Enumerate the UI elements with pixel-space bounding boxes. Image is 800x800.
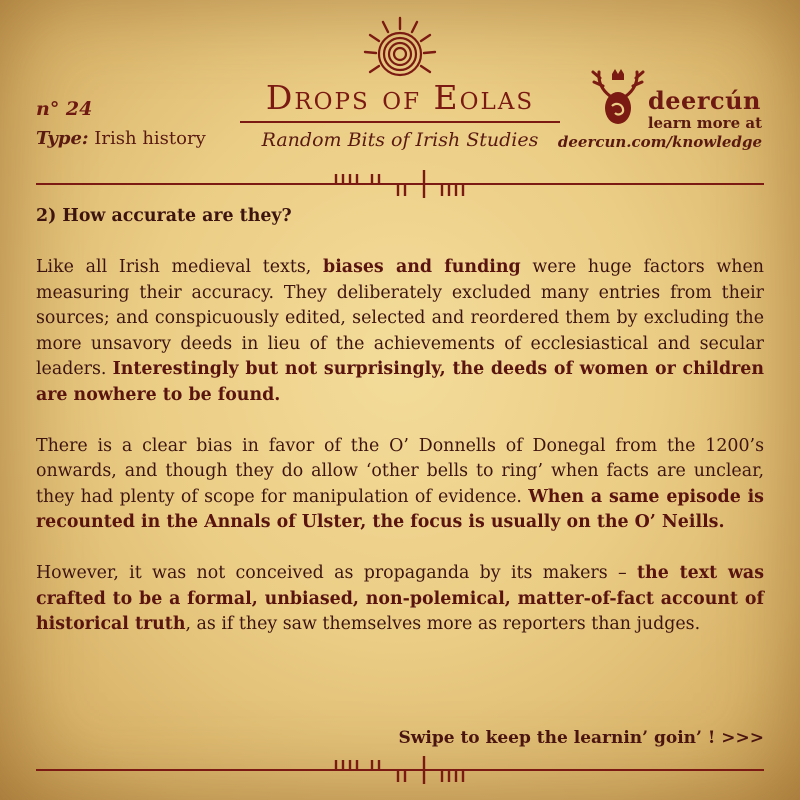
type-line: [36, 128, 206, 149]
page-subtitle: Random Bits of Irish Studies: [261, 129, 539, 151]
p2-bold-b: When a same episode is recounted in the Annals of Ulster, the focus is usually on the O’ Neills.: [36, 486, 764, 532]
p2-text-a: There is a clear bias in favor of the O’ Donnells of Donegal from the 1200’s onwards, and though they do allow ‘other bells to ring’ when facts are unclear, they had plenty of scope for manipulation of evidence.: [36, 435, 764, 507]
swipe-prompt[interactable]: Swipe to keep the learnin’ goin’ ! >>>: [398, 728, 764, 748]
paragraph-1: [36, 255, 764, 408]
paragraph-3: [36, 561, 764, 638]
brand-name: deercún: [648, 86, 761, 115]
section-question: 2) How accurate are they?: [36, 206, 292, 226]
p3-bold-b: the text was crafted to be a formal, unbiased, non-polemical, matter-of-fact account of historical truth: [36, 563, 764, 634]
type-value: Irish history: [94, 128, 206, 149]
type-label: Type:: [36, 128, 89, 149]
issue-number: n° 24: [36, 98, 93, 120]
p3-text-c: , as if they saw themselves more as reporters than judges.: [185, 614, 701, 634]
p1-text-c: were huge factors when measuring their accuracy. They deliberately excluded many entries from their sources; and conspicuously edited, selected and reordered them by excluding the more unsavory deeds in lieu of the achievements of ecclesiastical and secular leaders.: [36, 257, 764, 379]
p1-bold-d: Interestingly but not surprisingly, the deeds of women or children are nowhere to be found.: [36, 359, 764, 405]
page-title: Drops of Eolas: [265, 78, 535, 117]
article-body: [36, 204, 764, 663]
deer-antler-logo-icon: [590, 66, 646, 130]
p1-text-a: Like all Irish medieval texts,: [36, 257, 324, 277]
ogham-divider-icon: [36, 166, 764, 202]
learn-more-label: learn more at: [647, 114, 762, 132]
ogham-divider-bottom-icon: [36, 752, 764, 788]
knowledge-link[interactable]: deercun.com/knowledge: [557, 133, 762, 151]
title-underline: [240, 121, 560, 123]
p3-text-a: However, it was not conceived as propaganda by its makers –: [36, 563, 638, 583]
p1-bold-b: biases and funding: [323, 257, 521, 277]
paragraph-2: [36, 434, 764, 536]
